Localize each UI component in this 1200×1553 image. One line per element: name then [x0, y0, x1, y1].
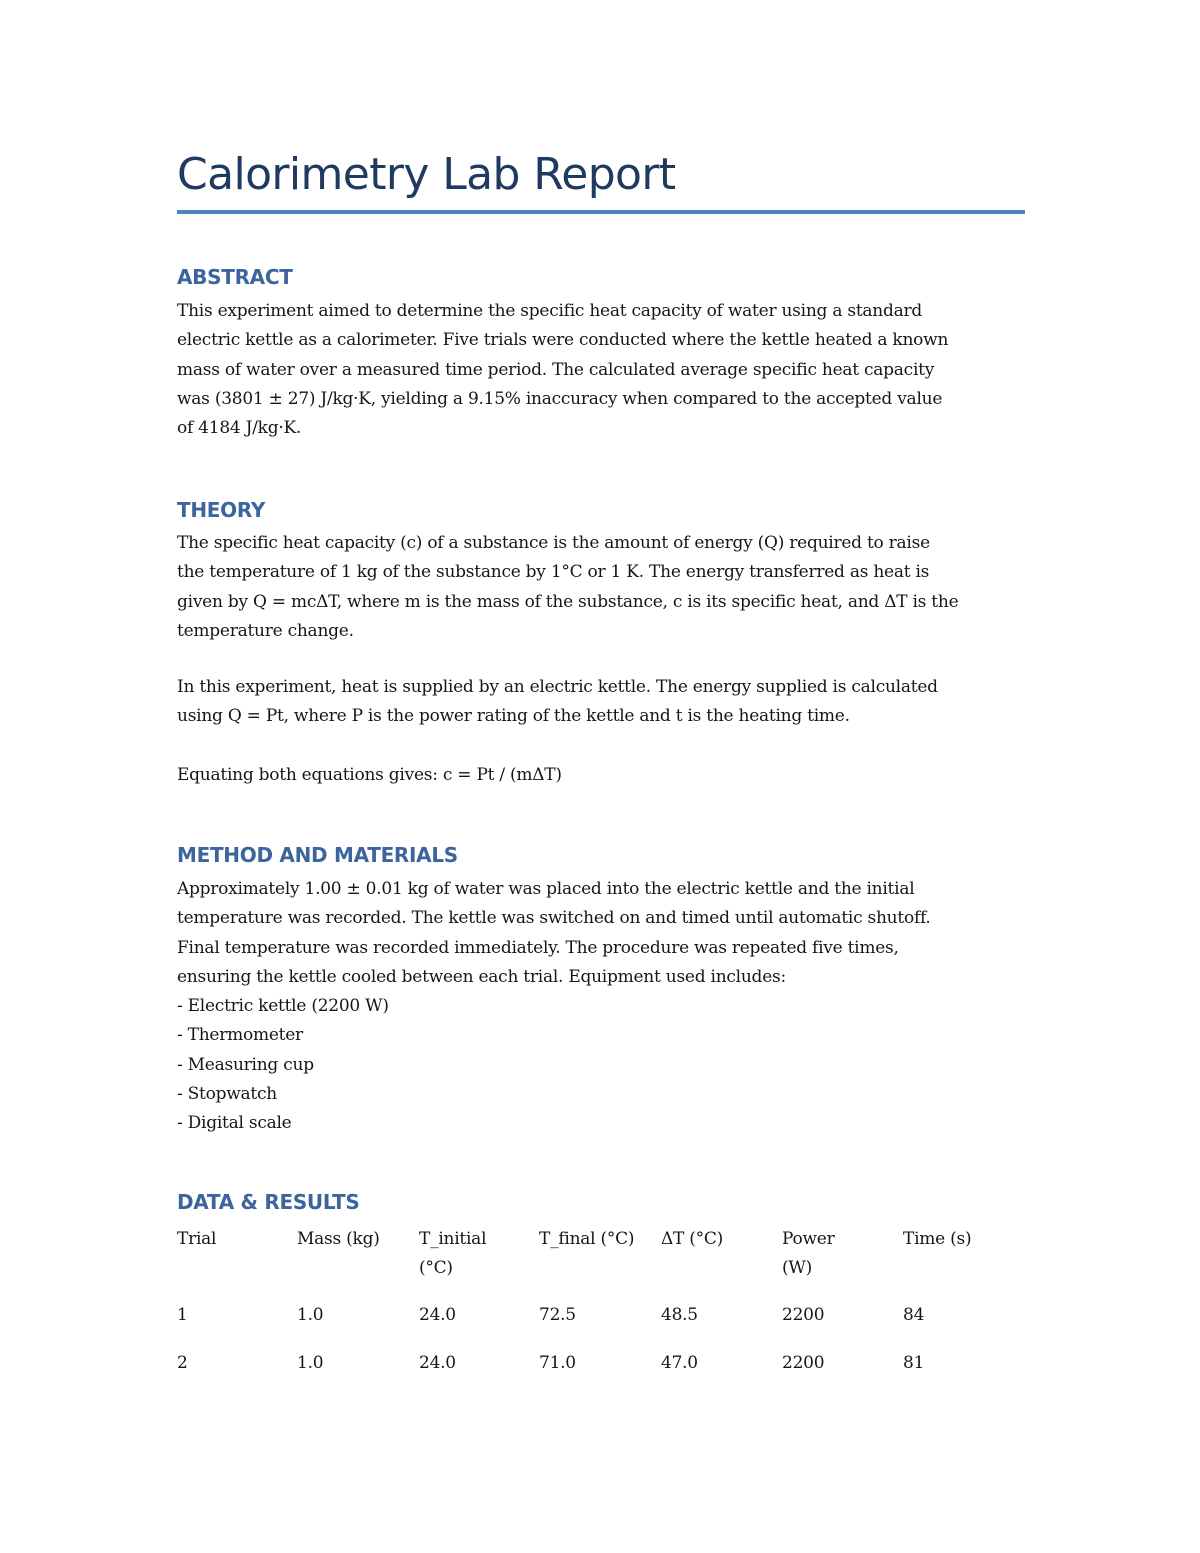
theory-paragraph-2 [177, 673, 1025, 732]
table-cell: 48.5 [661, 1305, 698, 1325]
equipment-item: - Electric kettle (2200 W) [177, 996, 389, 1017]
table-cell: 1.0 [297, 1353, 324, 1373]
method-paragraph [177, 875, 1025, 1139]
table-cell: 2 [177, 1353, 188, 1373]
abstract-heading: ABSTRACT [177, 265, 293, 289]
table-cell: 71.0 [539, 1353, 576, 1373]
data-heading: DATA & RESULTS [177, 1190, 360, 1214]
table-cell: 24.0 [419, 1353, 456, 1373]
abstract-line: electric kettle as a calorimeter. Five trials were conducted where the kettle heated a known [177, 330, 949, 351]
method-line: Final temperature was recorded immediately. The procedure was repeated five times, [177, 937, 899, 958]
table-cell: 24.0 [419, 1305, 456, 1325]
title-underline [177, 210, 1025, 214]
theory-heading: THEORY [177, 498, 266, 522]
theory-equation-paragraph [177, 761, 1025, 790]
abstract-line: was (3801 ± 27) J/kg·K, yielding a 9.15% inaccuracy when compared to the accepted value [177, 388, 943, 409]
method-line: temperature was recorded. The kettle was switched on and timed until automatic shutoff. [177, 908, 931, 929]
page-title: Calorimetry Lab Report [177, 149, 676, 200]
theory-line: Equating both equations gives: c = Pt / (mΔT) [177, 765, 562, 785]
abstract-line: of 4184 J/kg·K. [177, 418, 302, 439]
table-header-cell: T_initial (°C) [419, 1229, 487, 1278]
table-cell: 2200 [782, 1353, 825, 1373]
theory-line: the temperature of 1 kg of the substance by 1°C or 1 K. The energy transferred as heat is [177, 562, 930, 583]
theory-line: given by Q = mcΔT, where m is the mass of the substance, c is its specific heat, and ΔT is the [177, 591, 959, 612]
table-cell: 2200 [782, 1305, 825, 1325]
theory-line: In this experiment, heat is supplied by an electric kettle. The energy supplied is calculated [177, 677, 938, 697]
abstract-paragraph [177, 297, 1025, 443]
theory-line: temperature change. [177, 620, 354, 641]
table-cell: 84 [903, 1305, 925, 1325]
table-header-cell: Mass (kg) [297, 1229, 380, 1249]
table-cell: 72.5 [539, 1305, 576, 1325]
equipment-item: - Measuring cup [177, 1054, 314, 1075]
equipment-item: - Stopwatch [177, 1084, 277, 1105]
table-header-cell: Time (s) [903, 1229, 972, 1249]
theory-line: The specific heat capacity (c) of a substance is the amount of energy (Q) required to raise [177, 533, 930, 553]
table-cell: 47.0 [661, 1353, 698, 1373]
table-header-cell: T_final (°C) [539, 1229, 635, 1249]
method-heading: METHOD AND MATERIALS [177, 843, 458, 867]
table-header-cell: Trial [177, 1229, 217, 1249]
theory-paragraph-1 [177, 529, 1025, 646]
equipment-item: - Digital scale [177, 1113, 292, 1134]
theory-line: using Q = Pt, where P is the power rating of the kettle and t is the heating time. [177, 706, 850, 727]
method-line: Approximately 1.00 ± 0.01 kg of water was placed into the electric kettle and the initial [177, 879, 915, 899]
table-cell: 81 [903, 1353, 925, 1373]
method-line: ensuring the kettle cooled between each trial. Equipment used includes: [177, 966, 786, 987]
table-header-cell: Power (W) [782, 1229, 835, 1278]
table-cell: 1.0 [297, 1305, 324, 1325]
equipment-item: - Thermometer [177, 1025, 303, 1046]
table-cell: 1 [177, 1305, 188, 1325]
abstract-line: This experiment aimed to determine the specific heat capacity of water using a standard [177, 301, 923, 321]
abstract-line: mass of water over a measured time period. The calculated average specific heat capacity [177, 359, 935, 380]
table-header-cell: ΔT (°C) [661, 1229, 724, 1249]
